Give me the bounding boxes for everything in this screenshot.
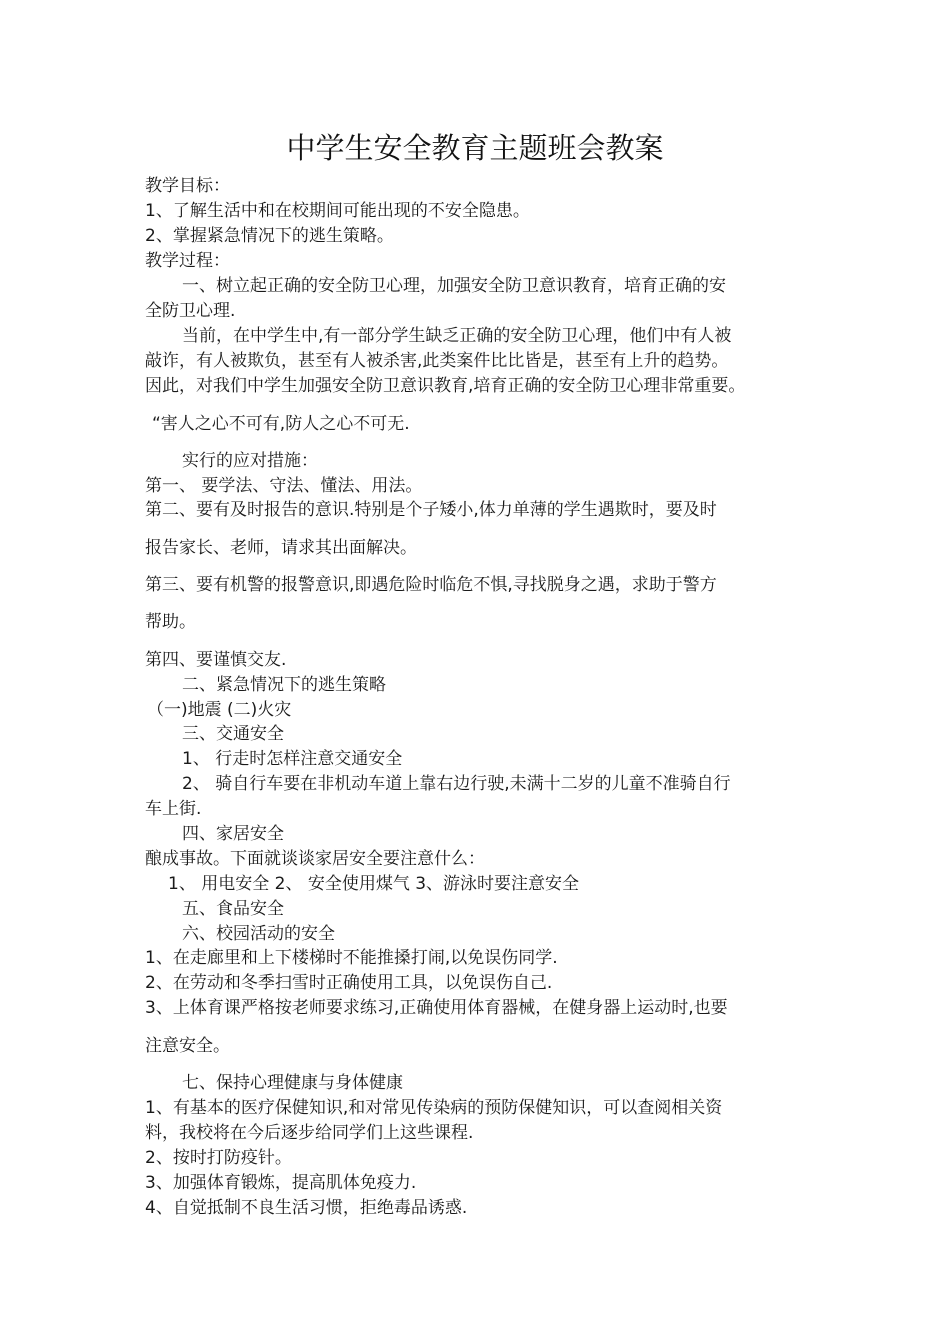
list-item: 3、上体育课严格按老师要求练习,正确使用体育器械，在健身器上运动时,也要 xyxy=(145,998,728,1018)
page-title: 中学生安全教育主题班会教案 xyxy=(286,131,664,165)
list-item: 2、在劳动和冬季扫雪时正确使用工具，以免误伤自己. xyxy=(145,973,553,993)
list-item: 2、掌握紧急情况下的逃生策略。 xyxy=(145,226,394,246)
list-item: 第三、要有机警的报警意识,即遇危险时临危不惧,寻找脱身之遇，求助于警方 xyxy=(145,575,717,595)
section-heading: 教学过程： xyxy=(145,251,230,271)
paragraph-line: （一)地震 (二)火灾 xyxy=(147,700,292,720)
paragraph-line: 实行的应对措施： xyxy=(182,451,318,471)
paragraph-line: 因此，对我们中学生加强安全防卫意识教育,培育正确的安全防卫心理非常重要。 xyxy=(145,376,746,396)
list-item: 1、在走廊里和上下楼梯时不能推搡打闹,以免误伤同学. xyxy=(145,948,558,968)
paragraph-line: 敲诈，有人被欺负，甚至有人被杀害,此类案件比比皆是，甚至有上升的趋势。 xyxy=(145,351,729,371)
list-item: 1、 行走时怎样注意交通安全 xyxy=(182,749,403,769)
list-item: 1、 用电安全 2、 安全使用煤气 3、游泳时要注意安全 xyxy=(168,874,580,894)
list-item: 注意安全。 xyxy=(145,1036,230,1056)
list-item: 1、有基本的医疗保健知识,和对常见传染病的预防保健知识，可以查阅相关资 xyxy=(145,1098,723,1118)
quote-line: “害人之心不可有,防人之心不可无. xyxy=(152,414,410,434)
list-item: 2、 骑自行车要在非机动车道上靠右边行驶,未满十二岁的儿童不准骑自行 xyxy=(182,774,731,794)
section-heading: 三、交通安全 xyxy=(182,724,284,744)
list-item: 第二、要有及时报告的意识.特别是个子矮小,体力单薄的学生遇欺时，要及时 xyxy=(145,500,717,520)
section-heading: 四、家居安全 xyxy=(182,824,284,844)
list-item: 车上街. xyxy=(145,799,202,819)
list-item: 帮助。 xyxy=(145,612,196,632)
section-heading: 六、校园活动的安全 xyxy=(182,924,335,944)
section-heading: 七、保持心理健康与身体健康 xyxy=(182,1073,403,1093)
list-item: 1、了解生活中和在校期间可能出现的不安全隐患。 xyxy=(145,201,530,221)
paragraph-line: 当前，在中学生中,有一部分学生缺乏正确的安全防卫心理，他们中有人被 xyxy=(182,326,732,346)
paragraph-line: 一、树立起正确的安全防卫心理，加强安全防卫意识教育，培育正确的安 xyxy=(182,276,726,296)
list-item: 第一、 要学法、守法、懂法、用法。 xyxy=(145,476,423,496)
list-item: 4、自觉抵制不良生活习惯，拒绝毒品诱惑. xyxy=(145,1198,468,1218)
list-item: 报告家长、老师，请求其出面解决。 xyxy=(145,538,417,558)
list-item: 3、加强体育锻炼，提高肌体免疫力. xyxy=(145,1173,417,1193)
list-item: 料，我校将在今后逐步给同学们上这些课程. xyxy=(145,1123,474,1143)
paragraph-line: 全防卫心理. xyxy=(145,301,236,321)
list-item: 第四、要谨慎交友. xyxy=(145,650,287,670)
list-item: 2、按时打防疫针。 xyxy=(145,1148,292,1168)
section-heading: 二、紧急情况下的逃生策略 xyxy=(182,675,386,695)
paragraph-line: 酿成事故。下面就谈谈家居安全要注意什么： xyxy=(145,849,485,869)
section-heading: 五、食品安全 xyxy=(182,899,284,919)
section-heading: 教学目标： xyxy=(145,176,230,196)
